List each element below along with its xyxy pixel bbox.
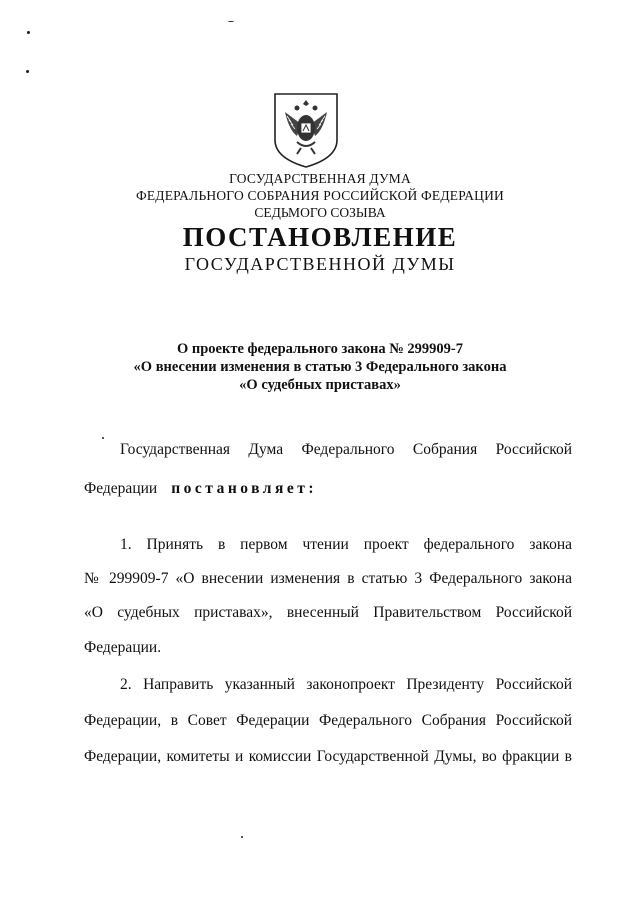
item-1-line-1: 1. Принять в первом чтении проект федерального закона [120,536,572,553]
resolution-title-line-2: «О внесении изменения в статью 3 Федерального закона [133,359,507,375]
scan-speck [241,836,243,838]
document-subtype: ГОСУДАРСТВЕННОЙ ДУМЫ [184,254,456,274]
coat-of-arms-icon [271,90,341,170]
resolution-title-line-1: О проекте федерального закона № 299909-7 [176,341,464,357]
item-2-line-2: Федерации, в Совет Федерации Федерального Собрания Российской [84,712,572,729]
scan-speck [26,70,29,73]
scan-speck [102,437,104,439]
document-type: ПОСТАНОВЛЕНИЕ [182,222,458,252]
decree-word: постановляет: [171,480,318,497]
item-2-line-3: Федерации, комитеты и комиссии Государственной Думы, во фракции в [84,748,572,765]
item-1-line-2: № 299909-7 «О внесении изменения в статью 3 Федерального закона [84,570,572,587]
org-line-3: СЕДЬМОГО СОЗЫВА [254,205,386,220]
preamble-line-2 [84,480,572,498]
org-line-2: ФЕДЕРАЛЬНОГО СОБРАНИЯ РОССИЙСКОЙ ФЕДЕРАЦИИ [136,188,504,203]
item-1-line-3: «О судебных приставах», внесенный Правительством Российской [84,604,572,621]
preamble-line-1: Государственная Дума Федерального Собрания Российской [120,441,572,458]
scan-speck [228,21,234,22]
preamble-subject: Федерации [84,480,158,497]
scan-speck [27,31,30,34]
org-line-1: ГОСУДАРСТВЕННАЯ ДУМА [229,171,411,186]
item-1-line-4: Федерации. [84,639,162,656]
resolution-title-line-3: «О судебных приставах» [239,377,401,393]
item-2-line-1: 2. Направить указанный законопроект Президенту Российской [120,676,572,693]
